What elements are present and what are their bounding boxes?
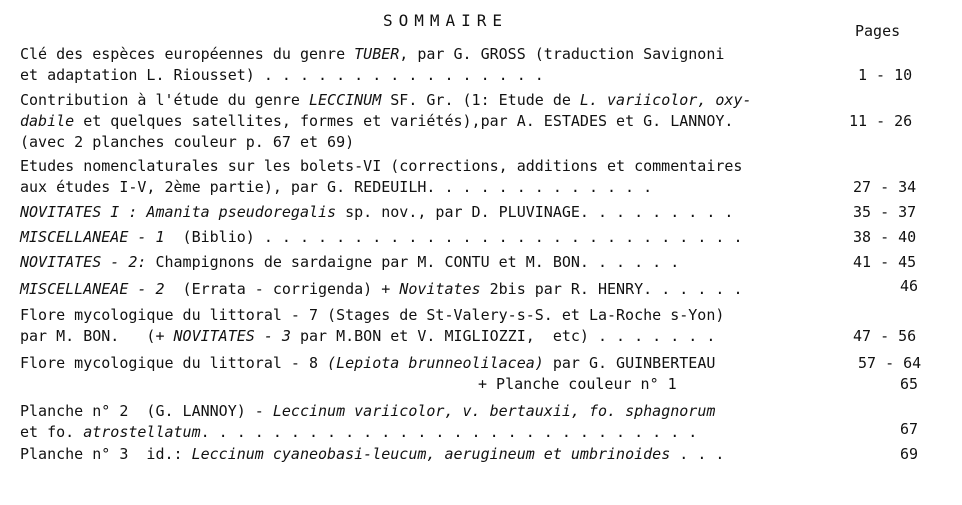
entry-species: dabile xyxy=(20,112,75,130)
page-range: 67 xyxy=(900,420,919,438)
entry-text: Clé des espèces européennes du genre xyxy=(20,45,355,63)
entry-section: NOVITATES I : xyxy=(20,203,138,221)
toc-entry-line: Flore mycologique du littoral - 7 (Stages de St-Valery-s-S. et La-Roche s-Yon) xyxy=(20,306,725,324)
toc-entry-line xyxy=(20,112,733,130)
entry-text: 2bis par R. HENRY. . . . . . xyxy=(480,280,743,298)
entry-section: NOVITATES - 3 xyxy=(173,327,291,345)
toc-entry-line xyxy=(20,280,743,298)
page-range: 35 - 37 xyxy=(853,203,917,221)
entry-text: par G. GUINBERTEAU xyxy=(543,354,716,372)
entry-text: Planche n° 2 (G. LANNOY) - xyxy=(20,402,273,420)
page-range: 27 - 34 xyxy=(853,178,917,196)
entry-species: atrostellatum xyxy=(83,423,201,441)
entry-text: Contribution à l'étude du genre xyxy=(20,91,309,109)
entry-section: MISCELLANEAE - 1 xyxy=(20,228,165,246)
entry-text: sp. nov., par D. PLUVINAGE. . . . . . . . . xyxy=(336,203,734,221)
entry-text: (Biblio) . . . . . . . . . . . . . . . . . . . . . . . . . . . xyxy=(164,228,743,246)
entry-text: SF. Gr. (1: Etude de xyxy=(381,91,580,109)
entry-genus: LECCINUM xyxy=(308,91,382,109)
toc-entry-line xyxy=(20,91,752,109)
entry-text: , par G. GROSS (traduction Savignoni xyxy=(399,45,725,63)
entry-text: par M. BON. (+ xyxy=(20,327,174,345)
pages-column-header: Pages xyxy=(855,22,901,40)
toc-entry-line: Etudes nomenclaturales sur les bolets-VI (corrections, additions et commentaires xyxy=(20,157,743,175)
toc-entry-line xyxy=(20,45,724,63)
entry-species: Leccinum variicolor, v. bertauxii, fo. sphagnorum xyxy=(272,402,716,420)
toc-entry-line: (avec 2 planches couleur p. 67 et 69) xyxy=(20,133,355,151)
entry-text: . . . . . . . . . . . . . . . . . . . . . . . . . . . . xyxy=(200,423,698,441)
toc-entry-line xyxy=(20,327,715,345)
entry-text: et fo. xyxy=(20,423,84,441)
entry-genus: TUBER xyxy=(354,45,400,63)
entry-text: par M.BON et V. MIGLIOZZI, etc) . . . . . . . xyxy=(290,327,716,345)
entry-text: Planche n° 3 id.: xyxy=(20,445,192,463)
entry-species: Amanita pseudoregalis xyxy=(137,203,337,221)
page-range: 57 - 64 xyxy=(858,354,922,372)
entry-species: L. variicolor, oxy- xyxy=(579,91,752,109)
entry-text: (Errata - corrigenda) + xyxy=(164,280,400,298)
entry-section: Novitates xyxy=(399,280,481,298)
page-range: 47 - 56 xyxy=(853,327,917,345)
toc-entry-line: et adaptation L. Riousset) . . . . . . . . . . . . . . . . xyxy=(20,66,544,84)
toc-entry-line xyxy=(20,228,742,246)
page-range: 65 xyxy=(900,375,919,393)
entry-text: et quelques satellites, formes et variétés),par A. ESTADES et G. LANNOY. xyxy=(74,112,734,130)
toc-entry-line xyxy=(20,354,715,372)
entry-text: . . . xyxy=(670,445,725,463)
toc-entry-line: aux études I-V, 2ème partie), par G. REDEUILH. . . . . . . . . . . . . xyxy=(20,178,653,196)
entry-species: Leccinum cyaneobasi-leucum, aerugineum et umbrinoides xyxy=(191,445,671,463)
page-title: SOMMAIRE xyxy=(383,11,509,30)
toc-entry-line xyxy=(20,423,697,441)
entry-section: MISCELLANEAE - 2 xyxy=(20,280,165,298)
toc-entry-line xyxy=(20,253,679,271)
entry-species: (Lepiota brunneolilacea) xyxy=(327,354,544,372)
page-range: 11 - 26 xyxy=(849,112,913,130)
page-range: 69 xyxy=(900,445,919,463)
entry-text: Flore mycologique du littoral - 8 xyxy=(20,354,328,372)
entry-section: NOVITATES - 2: xyxy=(20,253,147,271)
toc-entry-line: + Planche couleur n° 1 xyxy=(478,375,677,393)
page-range: 46 xyxy=(900,277,919,295)
entry-text: Champignons de sardaigne par M. CONTU et M. BON. . . . . . xyxy=(146,253,680,271)
toc-entry-line xyxy=(20,203,733,221)
page-range: 1 - 10 xyxy=(858,66,913,84)
toc-entry-line xyxy=(20,402,715,420)
toc-entry-line xyxy=(20,445,724,463)
page-range: 38 - 40 xyxy=(853,228,917,246)
page-range: 41 - 45 xyxy=(853,253,917,271)
